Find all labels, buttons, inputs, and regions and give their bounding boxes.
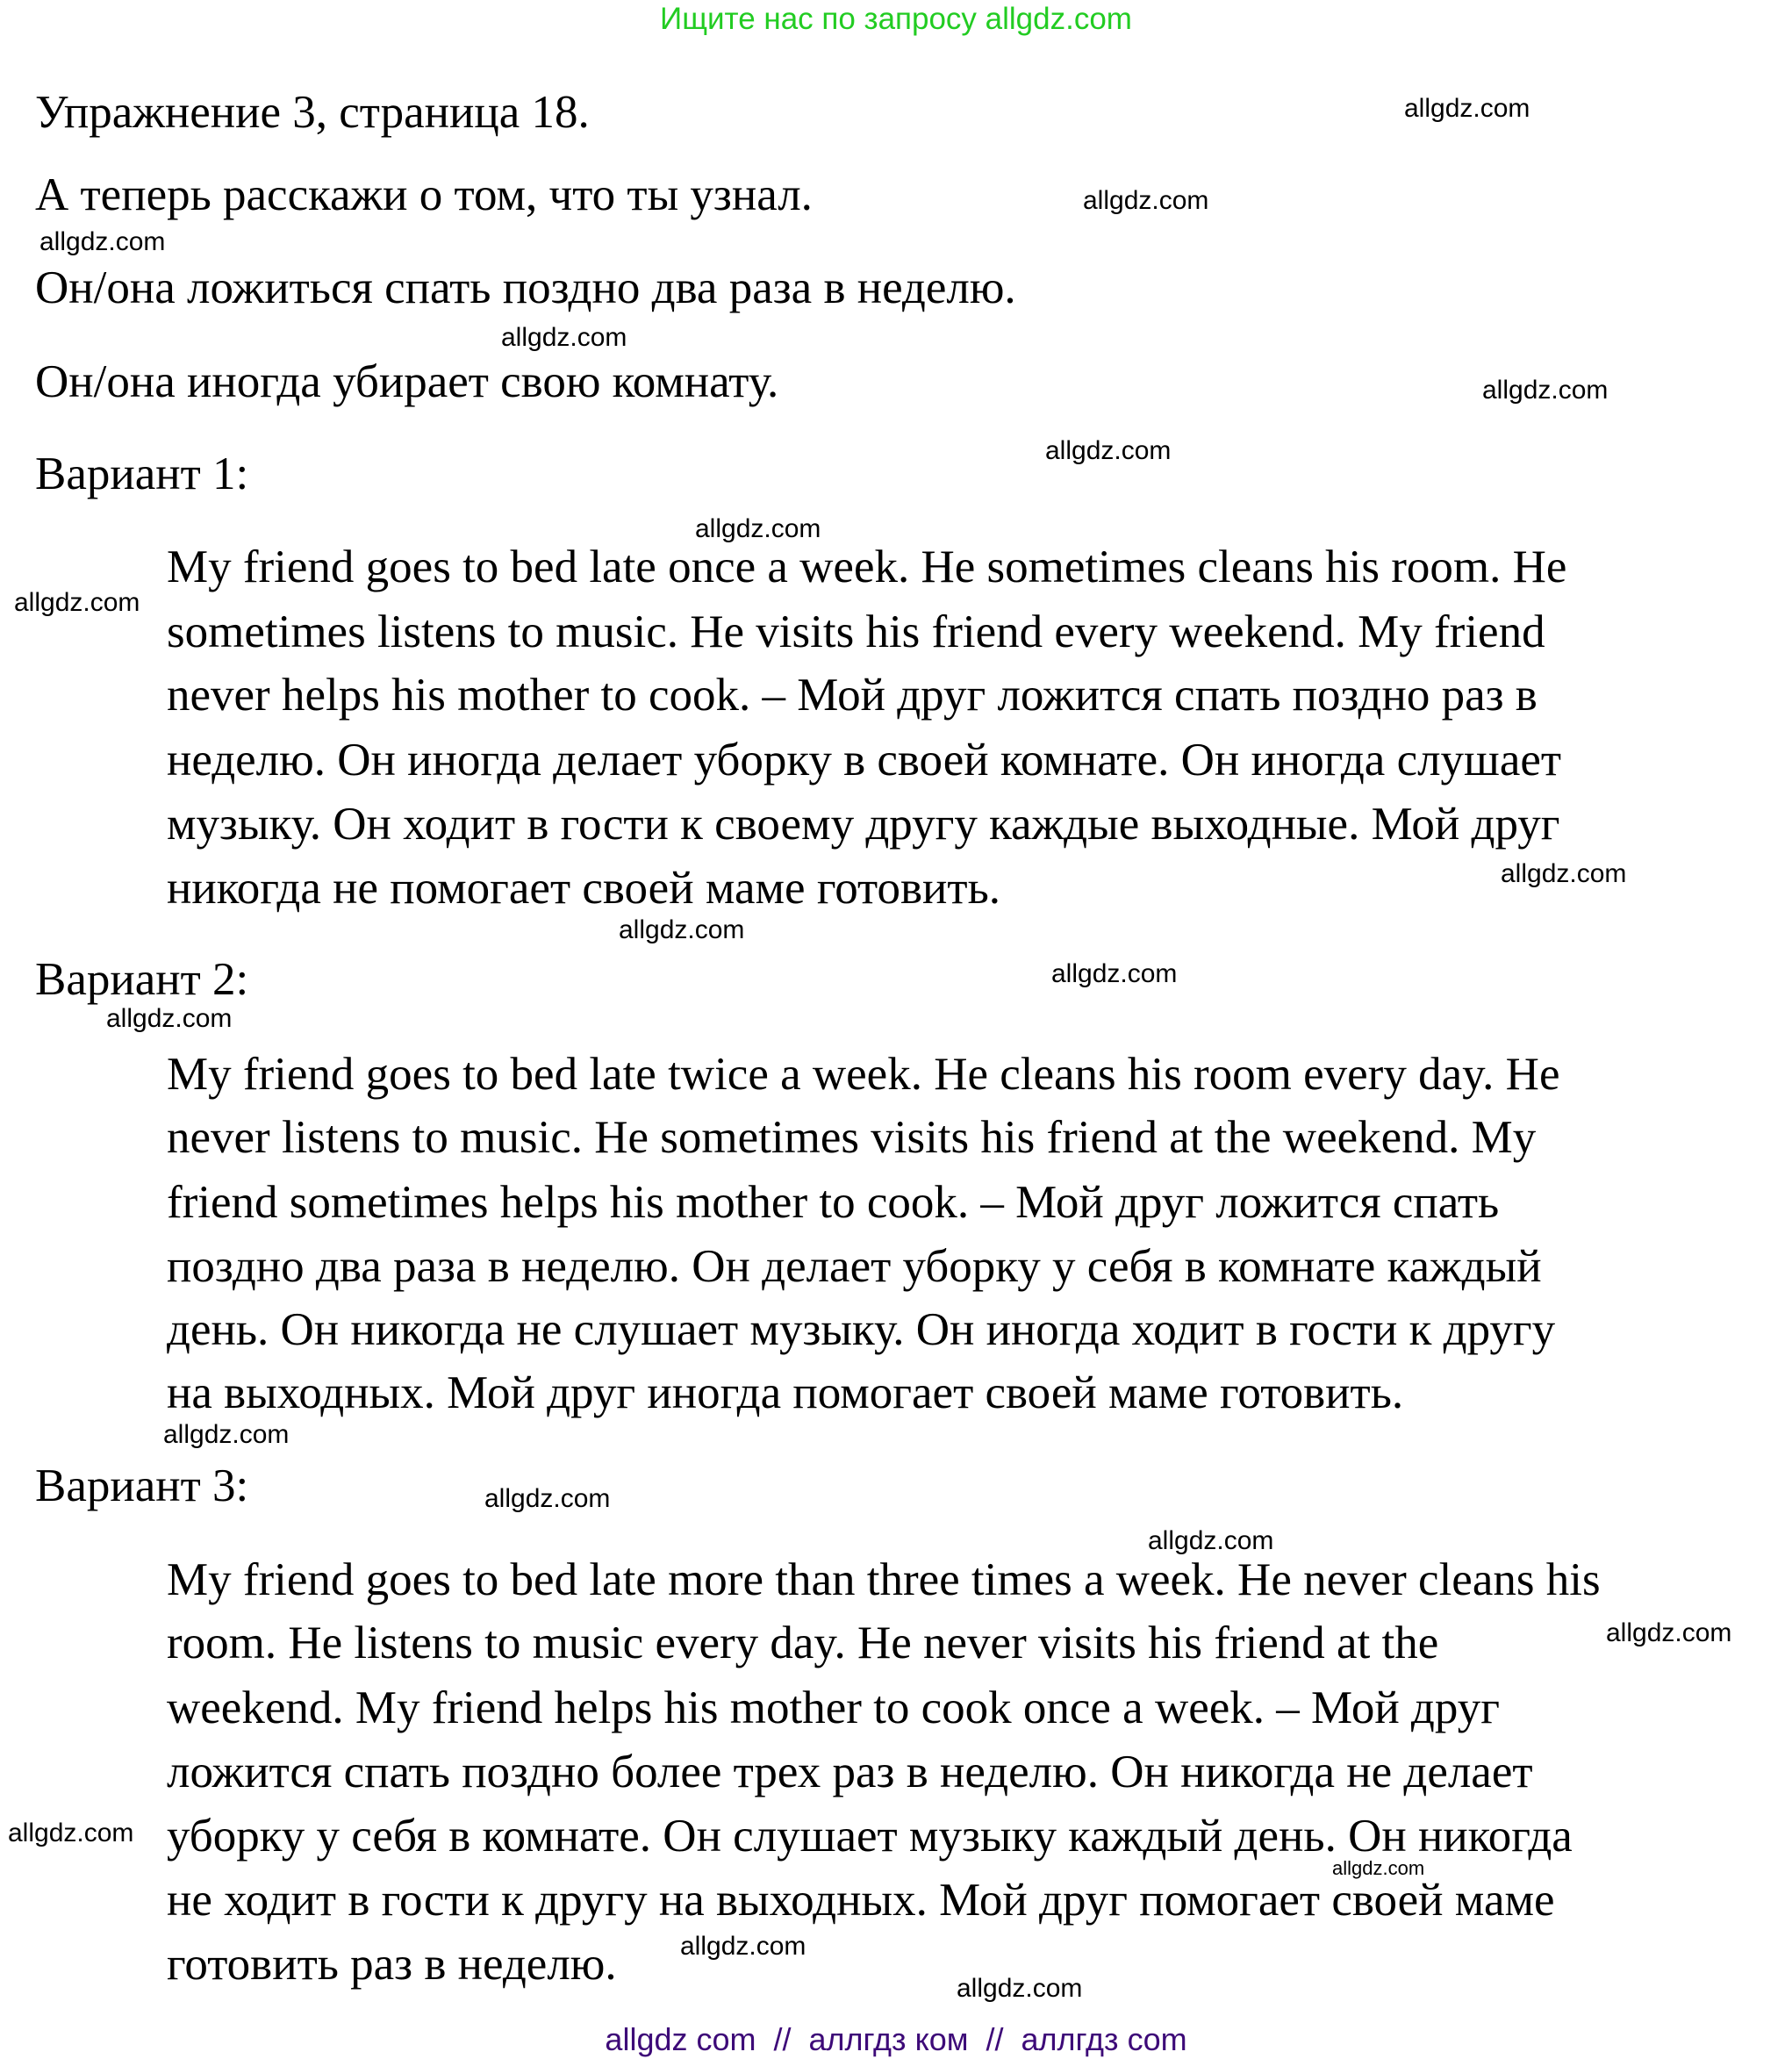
- watermark: allgdz.com: [680, 1932, 806, 1961]
- variant-text-line: не ходит в гости к другу на выходных. Мой друг помогает своей маме: [167, 1875, 1555, 1926]
- variant-heading: Вариант 3:: [35, 1460, 249, 1511]
- variant-text-line: never listens to music. He sometimes visits his friend at the weekend. My: [167, 1112, 1537, 1163]
- watermark: allgdz.com: [1404, 94, 1530, 123]
- variant-text-line: день. Он никогда не слушает музыку. Он иногда ходит в гости к другу: [167, 1304, 1556, 1355]
- watermark: allgdz.com: [1148, 1526, 1274, 1555]
- watermark: allgdz.com: [695, 514, 821, 543]
- variant-text-line: поздно два раза в неделю. Он делает уборку у себя в комнате каждый: [167, 1241, 1542, 1292]
- variant-text-line: My friend goes to bed late twice a week. He cleans his room every day. He: [167, 1049, 1560, 1100]
- intro-line: Он/она ложиться спать поздно два раза в неделю.: [35, 262, 1016, 313]
- variant-heading: Вариант 2:: [35, 954, 249, 1005]
- footer-links[interactable]: allgdz com // аллгдз ком // аллгдз com: [605, 2021, 1187, 2057]
- watermark: allgdz.com: [163, 1420, 290, 1449]
- variant-text-line: weekend. My friend helps his mother to cook once a week. – Мой друг: [167, 1682, 1500, 1733]
- watermark: allgdz.com: [1083, 186, 1209, 215]
- variant-text-line: room. He listens to music every day. He never visits his friend at the: [167, 1618, 1439, 1668]
- intro-line: А теперь расскажи о том, что ты узнал.: [35, 169, 813, 220]
- watermark: allgdz.com: [1332, 1857, 1425, 1879]
- watermark: allgdz.com: [8, 1819, 134, 1847]
- variant-heading: Вариант 1:: [35, 448, 249, 499]
- variant-text-line: уборку у себя в комнате. Он слушает музыку каждый день. Он никогда: [167, 1811, 1573, 1862]
- variant-text-line: музыку. Он ходит в гости к своему другу каждые выходные. Мой друг: [167, 799, 1560, 850]
- intro-line: Он/она иногда убирает свою комнату.: [35, 356, 779, 407]
- variant-text-line: неделю. Он иногда делает уборку в своей комнате. Он иногда слушает: [167, 735, 1562, 786]
- variant-text-line: готовить раз в неделю.: [167, 1939, 617, 1990]
- watermark: allgdz.com: [39, 227, 166, 256]
- variant-text-line: never helps his mother to cook. – Мой друг ложится спать поздно раз в: [167, 670, 1538, 721]
- watermark: allgdz.com: [484, 1484, 611, 1513]
- watermark: allgdz.com: [1051, 959, 1178, 988]
- variant-text-line: ложится спать поздно более трех раз в неделю. Он никогда не делает: [167, 1747, 1533, 1797]
- page-title: Упражнение 3, страница 18.: [35, 87, 590, 138]
- variant-text-line: на выходных. Мой друг иногда помогает своей маме готовить.: [167, 1367, 1404, 1418]
- watermark: allgdz.com: [1482, 376, 1609, 405]
- watermark: allgdz.com: [1045, 436, 1172, 465]
- variant-text-line: sometimes listens to music. He visits his friend every weekend. My friend: [167, 606, 1545, 657]
- variant-text-line: friend sometimes helps his mother to cook. – Мой друг ложится спать: [167, 1177, 1500, 1228]
- promo-banner[interactable]: Ищите нас по запросу allgdz.com: [660, 2, 1132, 36]
- watermark: allgdz.com: [1501, 859, 1627, 888]
- watermark: allgdz.com: [106, 1004, 233, 1033]
- watermark: allgdz.com: [501, 323, 627, 352]
- watermark: allgdz.com: [14, 588, 140, 617]
- variant-text-line: никогда не помогает своей маме готовить.: [167, 863, 1000, 914]
- variant-text-line: My friend goes to bed late more than three times a week. He never cleans his: [167, 1554, 1601, 1605]
- watermark: allgdz.com: [957, 1974, 1083, 2003]
- variant-text-line: My friend goes to bed late once a week. He sometimes cleans his room. He: [167, 542, 1567, 592]
- watermark: allgdz.com: [619, 915, 745, 944]
- watermark: allgdz.com: [1606, 1618, 1732, 1647]
